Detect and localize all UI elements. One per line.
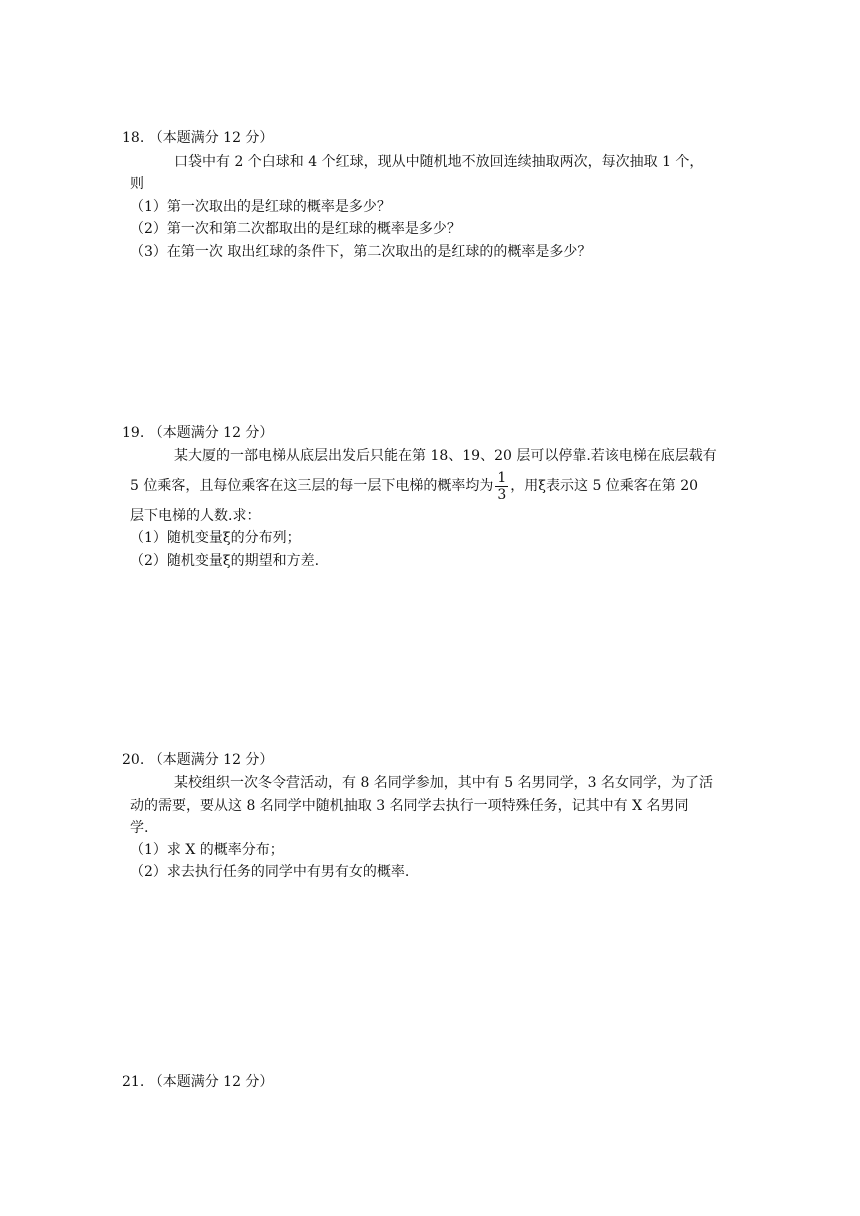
q21-header: 21. （本题满分 12 分） [122,1074,274,1090]
q19-body-line-2b: ，用ξ表示这 5 位乘客在第 20 [510,478,699,494]
fraction-numerator: 1 [497,469,507,486]
q20-header: 20. （本题满分 12 分） [122,752,274,768]
q19-part-2: （2）随机变量ξ的期望和方差. [130,553,320,569]
q18-part-2: （2）第一次和第二次都取出的是红球的概率是多少？ [130,221,461,237]
q18-part-3: （3）在第一次 取出红球的条件下，第二次取出的是红球的的概率是多少？ [130,244,592,260]
q18-body-line-1: 口袋中有 2 个白球和 4 个红球，现从中随机地不放回连续抽取两次，每次抽取 1 个， [174,154,704,170]
q19-body-line-1: 某大厦的一部电梯从底层出发后只能在第 18、19、20 层可以停靠.若该电梯在底层载有 [174,448,717,464]
q19-body-line-3: 层下电梯的人数.求： [130,508,261,524]
q20-body-line-1: 某校组织一次冬令营活动，有 8 名同学参加，其中有 5 名男同学，3 名女同学，为了活 [174,775,713,791]
q19-part-1: （1）随机变量ξ的分布列； [130,530,301,546]
q20-part-2: （2）求去执行任务的同学中有男有女的概率. [130,864,410,880]
q19-header: 19. （本题满分 12 分） [122,425,274,441]
q19-body-line-2 [130,464,698,508]
fraction-one-third [495,470,508,503]
q18-body-line-2: 则 [130,176,144,192]
q20-body-line-3: 学. [130,820,149,836]
q18-header: 18. （本题满分 12 分） [122,130,274,146]
q19-body-line-2a: 5 位乘客，且每位乘客在这三层的每一层下电梯的概率均为 [130,478,494,494]
fraction-denominator: 3 [497,486,507,503]
q18-part-1: （1）第一次取出的是红球的概率是多少？ [130,199,391,215]
q20-part-1: （1）求 X 的概率分布； [130,842,284,858]
q20-body-line-2: 动的需要，要从这 8 名同学中随机抽取 3 名同学去执行一项特殊任务，记其中有 X 名男同 [130,798,689,814]
